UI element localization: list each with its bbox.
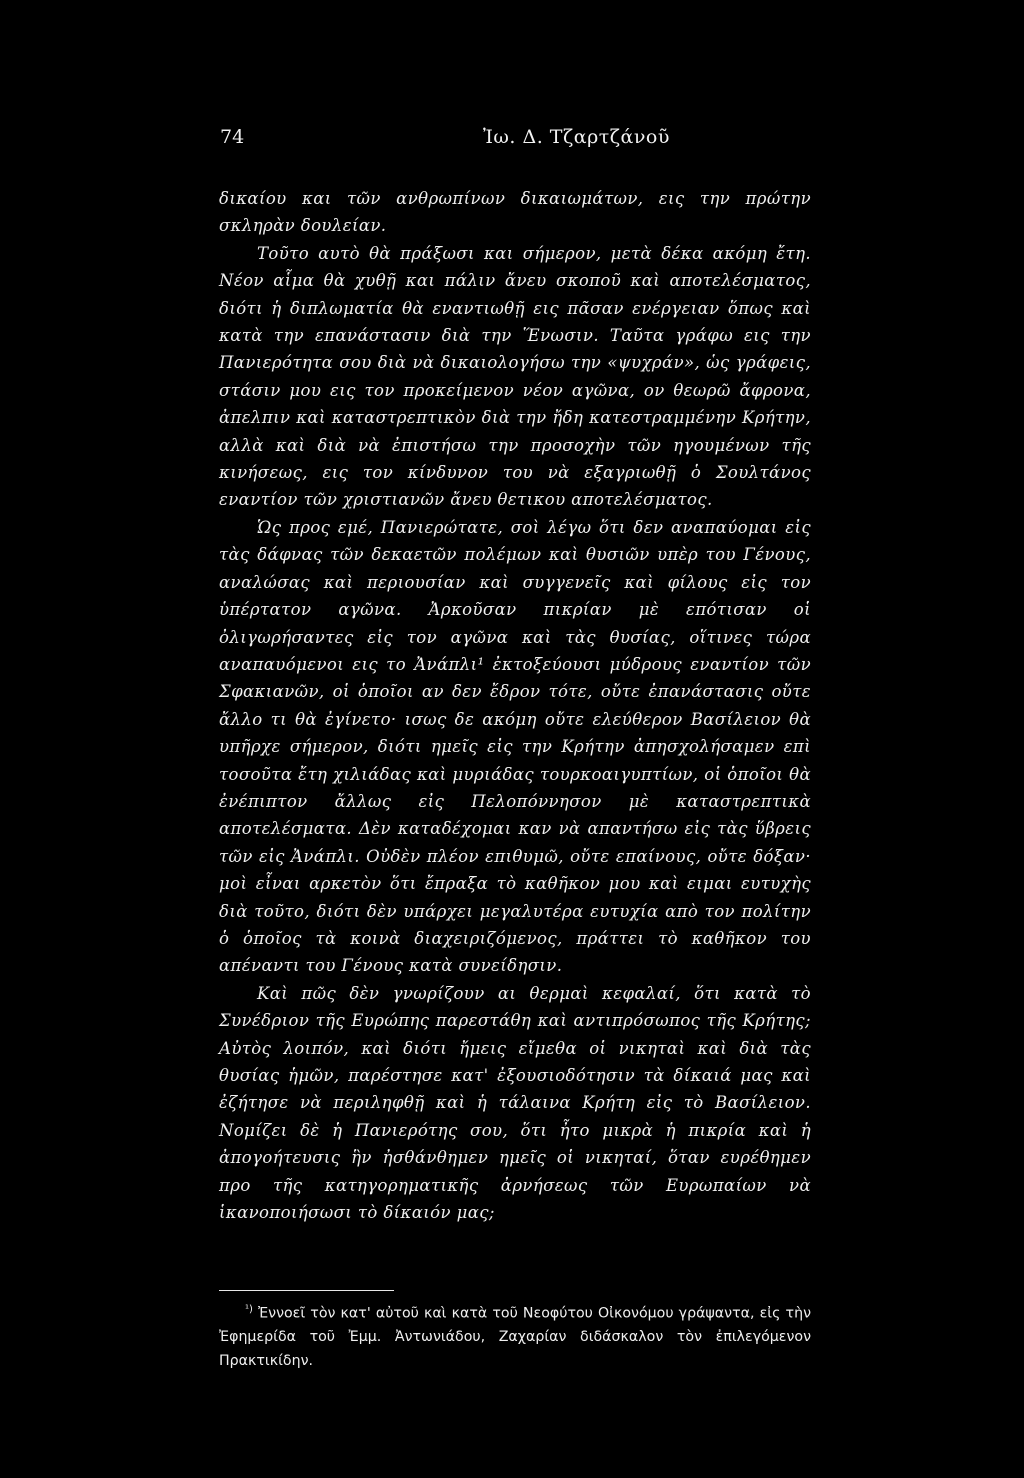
footnote-marker: ¹) (245, 1304, 253, 1315)
main-text (219, 185, 811, 1226)
paragraph: Τοῦτο αυτὸ θὰ πράξωσι και σήμερον, μετὰ δέκα ακόμη ἔτη. Νέον αἷμα θὰ χυθῇ και πάλιν ἄνευ σκοποῦ καὶ αποτελέσματος, διότι ἡ διπλωματία θὰ εναντιωθῇ εις πᾶσαν ενέργειαν ὅπως καὶ κατὰ την επανάστασιν διὰ την Ἕνωσιν. Ταῦτα γράφω εις την Πανιερότητα σου διὰ νὰ δικαιολογήσω την «ψυχράν», ὡς γράφεις, στάσιν μου εις τον προκείμενον νέον αγῶνα, ον θεωρῶ ἄφρονα, ἀπελπιν καὶ καταστρεπτικὸν διὰ την ἤδη κατεστραμμένην Κρήτην, αλλὰ καὶ διὰ νὰ ἐπιστήσω την προσοχὴν τῶν ηγουμένων τῆς κινήσεως, εις τον κίνδυνον του νὰ εξαγριωθῇ ὁ Σουλτάνος εναντίον τῶν χριστιανῶν ἄνευ θετικου αποτελέσματος. (219, 243, 811, 510)
paragraph: δικαίου και τῶν ανθρωπίνων δικαιωμάτων, εις την πρώτην σκληρὰν δουλείαν. (219, 189, 811, 236)
footnote-text: Ἐννοεῖ τὸν κατ' αὐτοῦ καὶ κατὰ τοῦ Νεοφύτου Οἰκονόμου γράψαντα, εἰς τὴν Ἐφημερίδα τοῦ Ἐμμ. Ἀντωνιάδου, Ζαχαρίαν διδάσκαλον τὸν ἐπιλεγόμενον Πρακτικίδην. (219, 1305, 811, 1369)
paragraph: Καὶ πῶς δὲν γνωρίζουν αι θερμαὶ κεφαλαί, ὅτι κατὰ τὸ Συνέδριον τῆς Ευρώπης παρεστάθη καὶ αντιπρόσωπος τῆς Κρήτης; Αὐτὸς λοιπόν, καὶ διότι ἤμεις εἴμεθα οἱ νικηταὶ καὶ διὰ τὰς θυσίας ἡμῶν, παρέστησε κατ' ἐξουσιοδότησιν τὰ δίκαιά μας καὶ ἐζήτησε νὰ περιληφθῇ καὶ ἡ τάλαινα Κρήτη εἰς τὸ Βασίλειον. Νομίζει δὲ ἡ Πανιερότης σου, ὅτι ἦτο μικρὰ ἡ πικρία καὶ ἡ ἀπογοήτευσις ἣν ἠσθάνθημεν ημεῖς οἱ νικηταί, ὅταν ευρέθημεν προ τῆς κατηγορηματικῆς ἀρνήσεως τῶν Ευρωπαίων νὰ ἱκανοποιήσωσι τὸ δίκαιόν μας; (219, 983, 811, 1223)
footnote (219, 1298, 811, 1373)
paragraph: Ὡς προς εμέ, Πανιερώτατε, σοὶ λέγω ὅτι δεν αναπαύομαι εἰς τὰς δάφνας τῶν δεκαετῶν πολέμων καὶ θυσιῶν υπὲρ του Γένους, αναλώσας καὶ περιουσίαν καὶ συγγενεῖς καὶ φίλους εἰς τον ὑπέρτατον αγῶνα. Ἀρκοῦσαν πικρίαν μὲ επότισαν οἱ ὀλιγωρήσαντες εἰς τον αγῶνα καὶ τὰς θυσίας, οἵτινες τώρα αναπαυόμενοι εις το Ἀνάπλι¹ ἐκτοξεύουσι μύδρους εναντίον τῶν Σφακιανῶν, οἱ ὁποῖοι αν δεν ἔδρον τότε, οὔτε ἐπανάστασις οὔτε ἄλλο τι θὰ ἐγίνετο· ισως δε ακόμη οὔτε ελεύθερον Βασίλειον θὰ υπῆρχε σήμερον, διότι ημεῖς εἰς την Κρήτην ἀπησχολήσαμεν επὶ τοσοῦτα ἔτη χιλιάδας καὶ μυριάδας τουρκοαιγυπτίων, οἱ ὁποῖοι θὰ ἐνέπιπτον ἄλλως εἰς Πελοπόννησον μὲ καταστρεπτικὰ αποτελέσματα. Δὲν καταδέχομαι καν νὰ απαντήσω εἰς τὰς ὕβρεις τῶν εἰς Ἀνάπλι. Οὐδὲν πλέον επιθυμῶ, οὔτε επαίνους, οὔτε δόξαν· μοὶ εἶναι αρκετὸν ὅτι ἔπραξα τὸ καθῆκον μου καὶ ειμαι ευτυχὴς διὰ τοῦτο, διότι δὲν υπάρχει μεγαλυτέρα ευτυχία απὸ τον πολίτην ὁ ὁποῖος τὰ κοινὰ διαχειριζόμενος, πράττει τὸ καθῆκον του απέναντι του Γένους κατὰ συνείδησιν. (219, 517, 811, 976)
page-header (220, 126, 820, 156)
running-head: Ἰω. Δ. Τζαρτζάνοῦ (483, 126, 670, 148)
page-number: 74 (220, 126, 245, 148)
footnote-divider (219, 1290, 394, 1291)
